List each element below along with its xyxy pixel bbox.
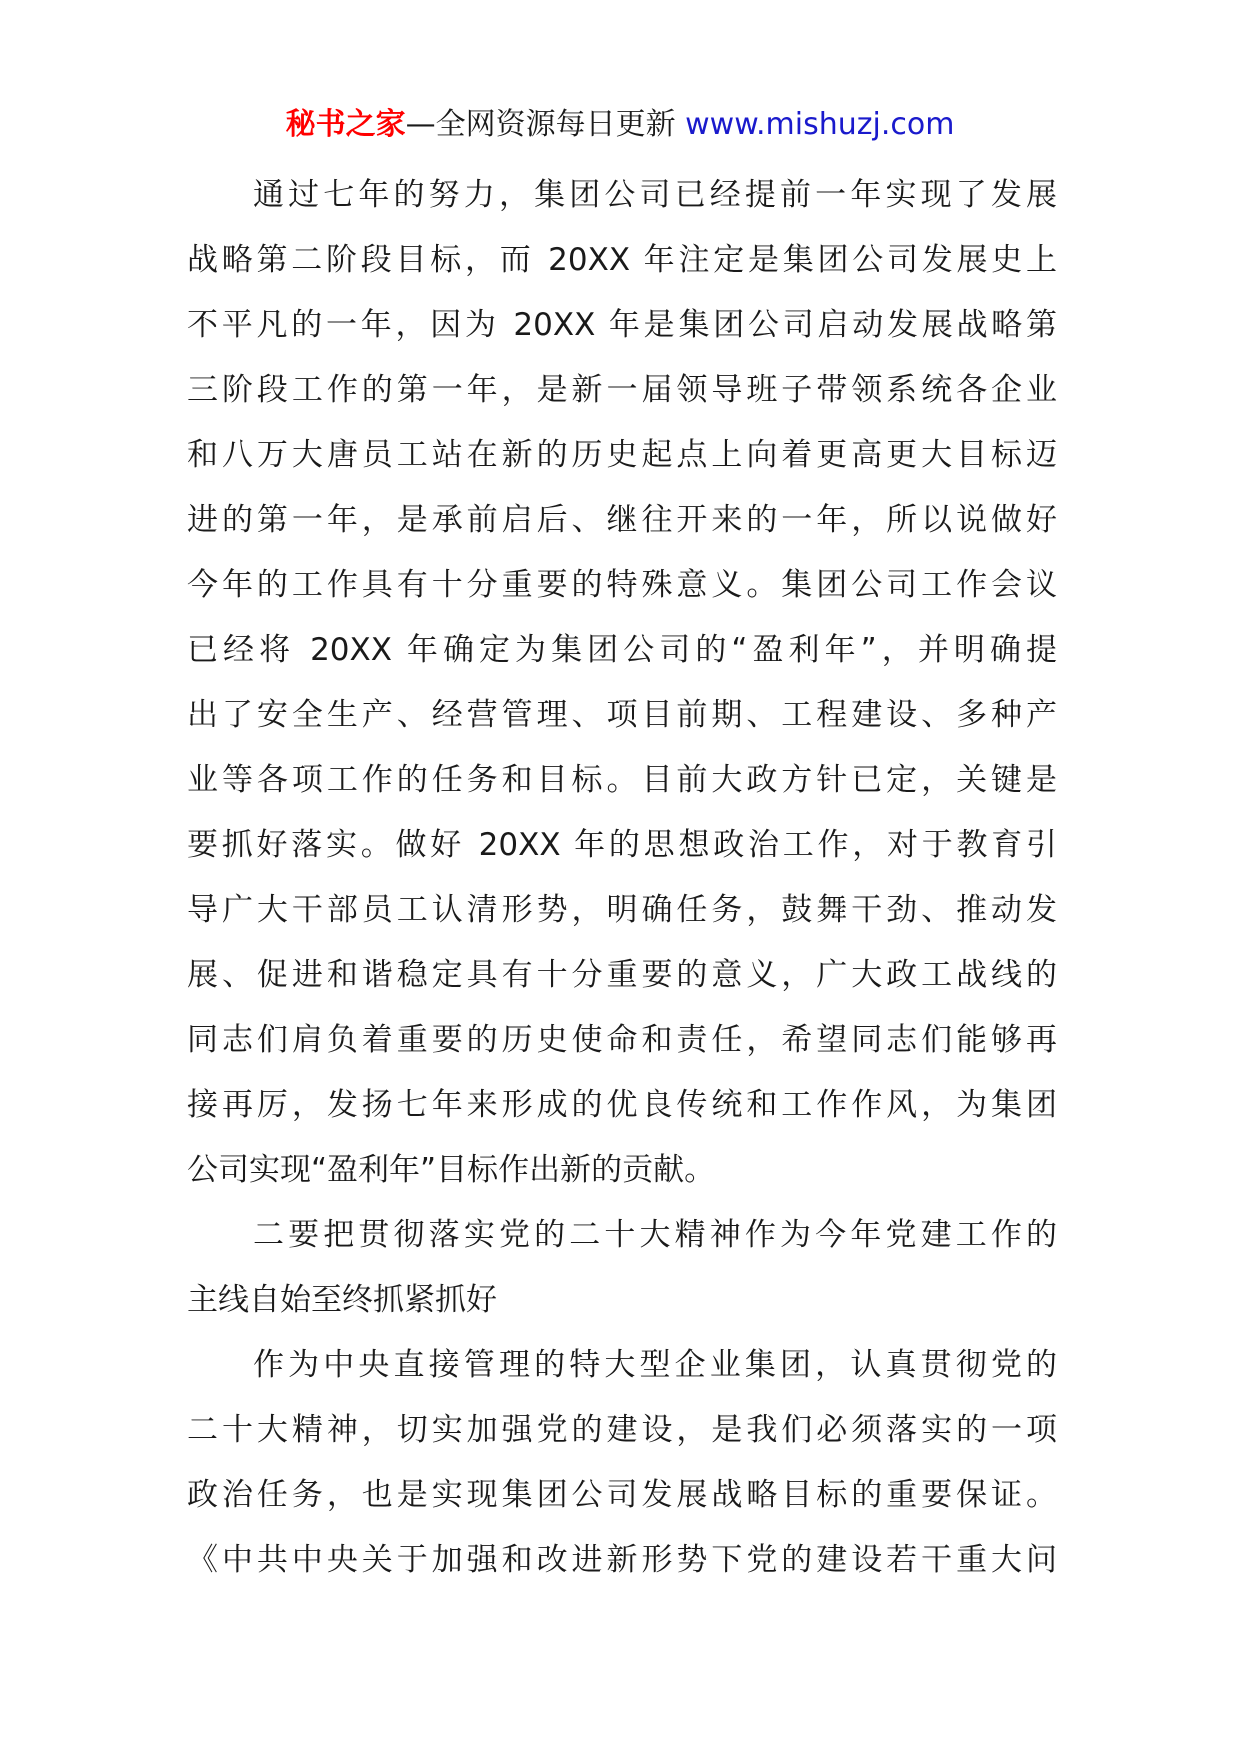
paragraph-line: 导广大干部员工认清形势，明确任务，鼓舞干劲、推动发 [187,892,1057,928]
section-heading-line: 主线自始至终抓紧抓好 [187,1282,497,1318]
paragraph-line: 业等各项工作的任务和目标。目前大政方针已定，关键是 [187,762,1057,798]
paragraph-line: 和八万大唐员工站在新的历史起点上向着更高更大目标迈 [187,437,1057,473]
paragraph-line: 不平凡的一年，因为 20XX 年是集团公司启动发展战略第 [187,307,1057,343]
paragraph-line: 作为中央直接管理的特大型企业集团，认真贯彻党的 [253,1347,1057,1383]
header-tagline: —全网资源每日更新 [405,107,686,142]
paragraph-line: 出了安全生产、经营管理、项目前期、工程建设、多种产 [187,697,1057,733]
paragraph-line: 展、促进和谐稳定具有十分重要的意义，广大政工战线的 [187,957,1057,993]
paragraph-line: 已经将 20XX 年确定为集团公司的“盈利年”，并明确提 [187,632,1057,668]
paragraph-line: 同志们肩负着重要的历史使命和责任，希望同志们能够再 [187,1022,1057,1058]
document-body [187,163,1057,1593]
paragraph-line: 今年的工作具有十分重要的特殊意义。集团公司工作会议 [187,567,1057,603]
paragraph-line: 公司实现“盈利年”目标作出新的贡献。 [187,1152,716,1188]
section-heading-line: 二要把贯彻落实党的二十大精神作为今年党建工作的 [253,1217,1057,1253]
header-brand: 秘书之家 [285,107,406,142]
header-site-link[interactable]: www.mishuzj.com [685,107,955,142]
paragraph-line: 通过七年的努力，集团公司已经提前一年实现了发展 [253,177,1057,213]
paragraph-line: 要抓好落实。做好 20XX 年的思想政治工作，对于教育引 [187,827,1057,863]
paragraph-line: 二十大精神，切实加强党的建设，是我们必须落实的一项 [187,1412,1057,1448]
paragraph-line: 进的第一年，是承前启后、继往开来的一年，所以说做好 [187,502,1057,538]
paragraph-line: 战略第二阶段目标，而 20XX 年注定是集团公司发展史上 [187,242,1057,278]
paragraph-line: 接再厉，发扬七年来形成的优良传统和工作作风，为集团 [187,1087,1057,1123]
page-header [0,100,1240,150]
paragraph-line: 三阶段工作的第一年，是新一届领导班子带领系统各企业 [187,372,1057,408]
paragraph-line: 政治任务，也是实现集团公司发展战略目标的重要保证。 [187,1477,1057,1513]
paragraph-line: 《中共中央关于加强和改进新形势下党的建设若干重大问 [187,1542,1057,1578]
